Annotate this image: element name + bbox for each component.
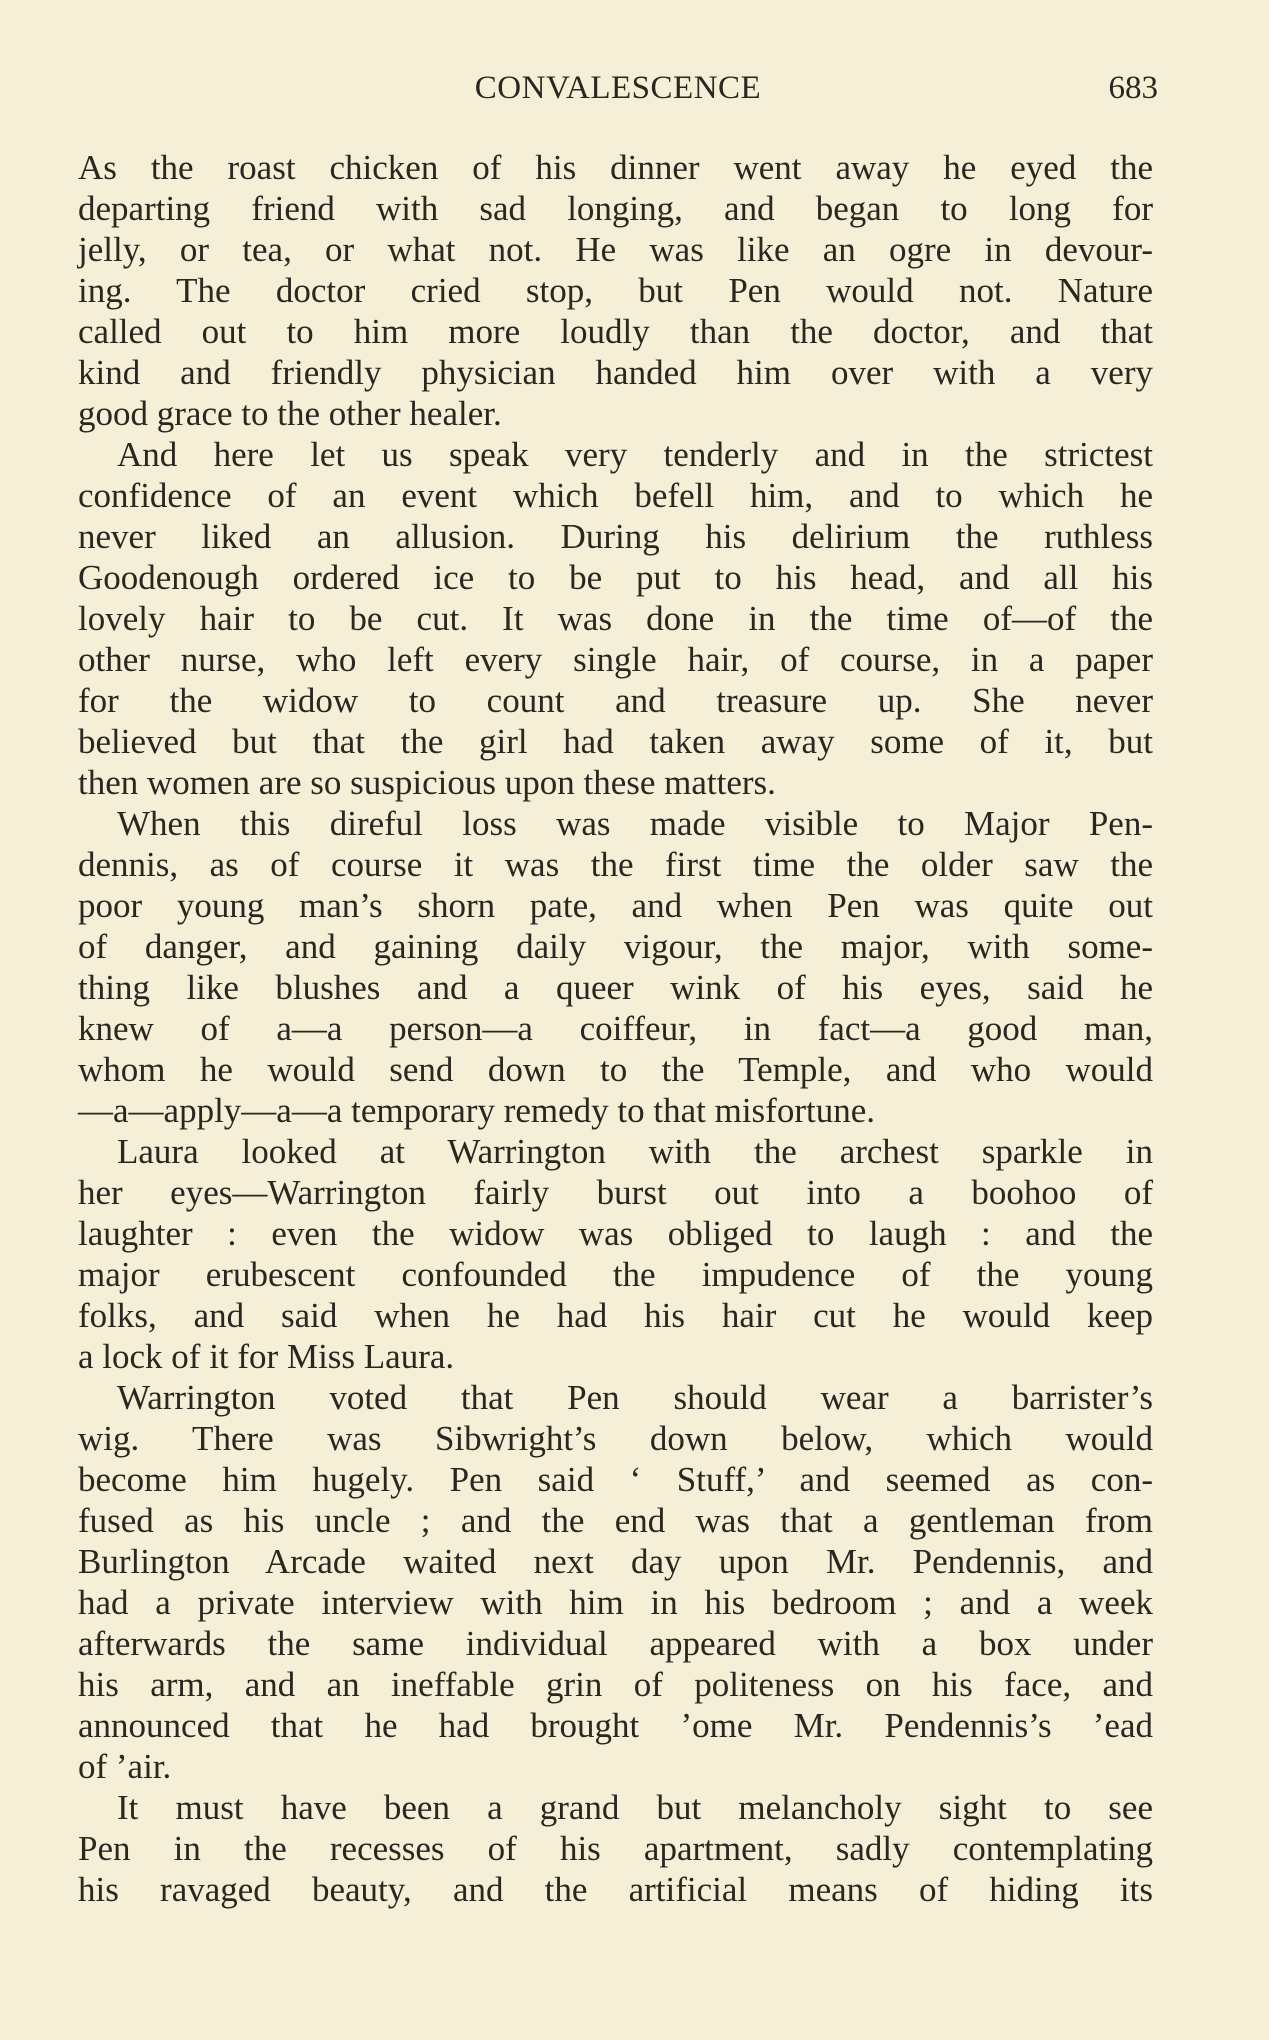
text-line: a lock of it for Miss Laura. bbox=[78, 1337, 455, 1376]
running-head-title: CONVALESCENCE bbox=[474, 70, 762, 106]
text-line: afterwards the same individual appeared with a box under bbox=[78, 1624, 1153, 1663]
text-line: her eyes—Warrington fairly burst out into a boohoo of bbox=[78, 1173, 1153, 1212]
text-line: wig. There was Sibwright’s down below, which would bbox=[78, 1419, 1153, 1458]
text-line: Goodenough ordered ice to be put to his head, and all his bbox=[78, 558, 1153, 597]
text-line: confidence of an event which befell him, and to which he bbox=[78, 476, 1153, 515]
text-line: As the roast chicken of his dinner went away he eyed the bbox=[78, 148, 1153, 187]
text-line: lovely hair to be cut. It was done in the time of—of the bbox=[78, 599, 1153, 638]
text-line: called out to him more loudly than the doctor, and that bbox=[78, 312, 1153, 351]
text-line: jelly, or tea, or what not. He was like an ogre in devour- bbox=[78, 230, 1153, 269]
text-line: never liked an allusion. During his delirium the ruthless bbox=[78, 517, 1153, 556]
text-line: laughter : even the widow was obliged to laugh : and the bbox=[78, 1214, 1153, 1253]
text-line: Warrington voted that Pen should wear a barrister’s bbox=[117, 1378, 1153, 1417]
text-line: departing friend with sad longing, and began to long for bbox=[78, 189, 1153, 228]
text-line: dennis, as of course it was the first time the older saw the bbox=[78, 845, 1153, 884]
text-line: knew of a—a person—a coiffeur, in fact—a good man, bbox=[78, 1009, 1153, 1048]
text-line: When this direful loss was made visible to Major Pen- bbox=[117, 804, 1153, 843]
text-line: Laura looked at Warrington with the archest sparkle in bbox=[117, 1132, 1153, 1171]
text-line: of ’air. bbox=[78, 1747, 172, 1786]
text-line: had a private interview with him in his bedroom ; and a week bbox=[78, 1583, 1153, 1622]
page-number: 683 bbox=[1108, 70, 1158, 106]
text-line: whom he would send down to the Temple, and who would bbox=[78, 1050, 1153, 1089]
text-line: then women are so suspicious upon these matters. bbox=[78, 763, 776, 802]
text-line: his arm, and an ineffable grin of politeness on his face, and bbox=[78, 1665, 1153, 1704]
text-line: fused as his uncle ; and the end was that a gentleman from bbox=[78, 1501, 1153, 1540]
text-line: And here let us speak very tenderly and in the strictest bbox=[117, 435, 1153, 474]
text-line: announced that he had brought ’ome Mr. Pendennis’s ’ead bbox=[78, 1706, 1153, 1745]
text-line: —a—apply—a—a temporary remedy to that misfortune. bbox=[78, 1091, 875, 1130]
text-line: become him hugely. Pen said ‘ Stuff,’ and seemed as con- bbox=[78, 1460, 1153, 1499]
text-line: ing. The doctor cried stop, but Pen would not. Nature bbox=[78, 271, 1153, 310]
text-line: kind and friendly physician handed him over with a very bbox=[78, 353, 1153, 392]
text-line: It must have been a grand but melancholy sight to see bbox=[117, 1788, 1153, 1827]
body-text bbox=[78, 147, 1153, 1910]
text-line: folks, and said when he had his hair cut he would keep bbox=[78, 1296, 1153, 1335]
text-line: other nurse, who left every single hair, of course, in a paper bbox=[78, 640, 1153, 679]
text-line: Burlington Arcade waited next day upon Mr. Pendennis, and bbox=[78, 1542, 1153, 1581]
text-line: thing like blushes and a queer wink of his eyes, said he bbox=[78, 968, 1153, 1007]
text-line: good grace to the other healer. bbox=[78, 394, 502, 433]
running-head bbox=[78, 70, 1158, 114]
text-line: believed but that the girl had taken away some of it, but bbox=[78, 722, 1153, 761]
text-line: poor young man’s shorn pate, and when Pen was quite out bbox=[78, 886, 1153, 925]
text-line: Pen in the recesses of his apartment, sadly contemplating bbox=[78, 1829, 1153, 1868]
text-line: major erubescent confounded the impudence of the young bbox=[78, 1255, 1153, 1294]
text-line: of danger, and gaining daily vigour, the major, with some- bbox=[78, 927, 1153, 966]
text-line: his ravaged beauty, and the artificial means of hiding its bbox=[78, 1870, 1153, 1909]
text-line: for the widow to count and treasure up. She never bbox=[78, 681, 1153, 720]
